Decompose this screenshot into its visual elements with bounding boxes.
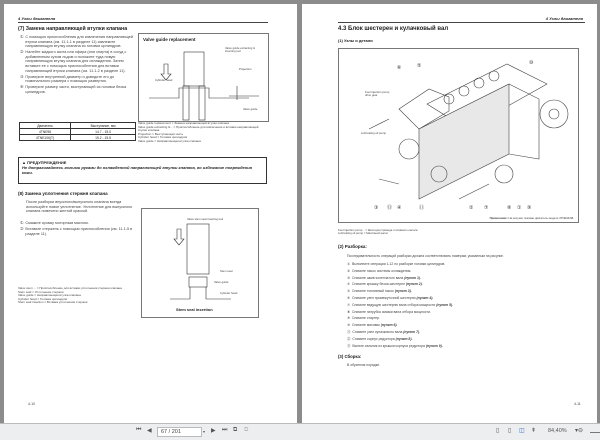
label: Fuel injection pump drive gear	[365, 90, 390, 97]
step-item	[347, 295, 453, 302]
caption-line: Stem seal insertion = Вставка уплотнения стержня	[18, 300, 88, 305]
caption-line: Cylinder head = Головка цилиндров	[18, 296, 68, 301]
warning-icon: ▲	[22, 160, 28, 165]
disassembly-intro: Последовательность операций разборки должна соответствовать номерам, указанным на рисунке.	[347, 254, 504, 258]
step-body: Снимите шкив коленчатого вала	[352, 275, 404, 280]
caption-line: Valve guide replacement = Замена направляющей втулки клапана	[138, 121, 229, 125]
step-number: ⑪	[347, 329, 351, 334]
step-body: Проверьте внутренний диаметр и доведите его до номинального размера с помощью развертки.	[25, 74, 115, 84]
step-text	[25, 85, 136, 94]
step-item	[347, 281, 453, 288]
step-number: ⑬	[347, 343, 351, 348]
label: Projection	[239, 67, 252, 71]
label: Valve guide	[243, 107, 258, 111]
step-item	[20, 85, 136, 94]
step-text	[25, 35, 136, 49]
step-number: ⑧	[347, 309, 351, 314]
svg-text:⑩: ⑩	[529, 60, 534, 66]
step-reference: (пункт 2).	[405, 282, 423, 287]
step-item	[347, 343, 453, 350]
step-text	[352, 275, 421, 282]
chapter-header: 4 Узлы двигателя	[545, 16, 583, 21]
svg-text:⑦: ⑦	[484, 205, 489, 211]
step-number: ③	[347, 275, 351, 280]
step-text	[352, 288, 412, 295]
step-reference: (пункт 4).	[416, 295, 434, 300]
step-item	[347, 336, 453, 343]
step-item	[347, 309, 453, 316]
viewer-toolbar	[0, 423, 600, 440]
caption-line: Projection = Выступающая часть	[138, 131, 184, 136]
warning-text: Не дотрагивайтесь голыми руками до охлажденной направляющей втулки клапана, во избежание повреждения кожи.	[22, 165, 253, 175]
caption-line: Valve guide = Направляющая втулка клапана	[18, 293, 81, 298]
step-text	[25, 75, 136, 84]
step-body: С помощью приспособления для извлечения направляющей втулки клапана (см. 11.1-1 в разделе 11) извлеките направляющую втулку клапана из головки цилиндров.	[25, 35, 133, 49]
step-number: ④	[347, 282, 351, 287]
label: Cylinder head	[220, 291, 238, 295]
step-body: Налейте жидкого азота или эфира (или спирта) в сосуд с добавленным сухим льдом и положите туда новую направляющую втулку клапана для охлаждения. Затем вставьте ее с помощью приспособления для вставки направляющей втулки клапана (см. 11.1-2 в разделе 11).	[25, 50, 127, 73]
previous-page-icon[interactable]: ◀	[147, 428, 152, 434]
last-page-icon[interactable]: ⏭	[222, 427, 228, 433]
label: Stem seal	[220, 269, 233, 273]
step-reference: (пункт 1).	[404, 275, 421, 280]
label: Cylinder head	[155, 78, 173, 82]
page-dropdown-icon[interactable]: ▾	[203, 429, 206, 434]
section-7-title: (7) Замена направляющей втулки клапана	[18, 26, 128, 32]
figure-captions	[338, 229, 417, 236]
page-number-input[interactable]: 67 / 201	[157, 427, 202, 437]
section-8-title: (8) Замена уплотнения стержня клапана	[18, 191, 108, 196]
step-reference: (пункт 8).	[395, 336, 413, 341]
page-number: 4-11	[574, 402, 581, 406]
step-number: ⑫	[347, 336, 351, 341]
step-body: Снимите крышку блока шестерен	[352, 282, 405, 287]
step-item	[20, 221, 136, 226]
note-text: На рисунке показан двигатель модели 4TNE94/98.	[508, 216, 574, 220]
projection-table: Двигатель Выступание, мм 4TNE98 14.7 - 15.0 4TNE106(T) 15.2 - 15.5	[19, 122, 136, 141]
step-item	[347, 302, 453, 309]
step-item	[347, 288, 453, 295]
svg-text:⑪: ⑪	[419, 205, 425, 211]
disassembly-steps	[347, 261, 453, 349]
step-body: Смажьте кромку моторным маслом.	[25, 221, 89, 225]
step-number: ③	[20, 74, 24, 79]
step-text	[25, 221, 88, 226]
figure-stem-seal-insertion	[141, 208, 259, 318]
step-item	[347, 315, 453, 322]
copy-icon[interactable]: ⧉	[244, 427, 249, 433]
step-number: ⑨	[347, 316, 351, 321]
step-reference: (пункт 5).	[436, 302, 454, 307]
left-page	[4, 4, 297, 423]
svg-text:③: ③	[374, 205, 379, 211]
step-text	[352, 309, 431, 316]
step-number: ①	[20, 35, 24, 39]
figure-1-captions	[138, 122, 268, 144]
step-body: Снимите топливный насос	[352, 289, 394, 294]
step-number: ①	[347, 262, 351, 266]
chapter-header: 4 Узлы двигателя	[18, 16, 56, 21]
section-8-intro: После разборки впускного/выпускного клапана всегда используйте новое уплотнение. Уплотнение для выпускного клапана помечено желтой краской.	[26, 200, 133, 214]
continuous-page-icon[interactable]: ▯	[508, 428, 512, 434]
step-item	[347, 268, 453, 275]
figure-gear-case-camshaft	[338, 48, 579, 223]
step-item	[347, 261, 453, 268]
two-page-view-icon[interactable]: ◫	[519, 428, 525, 434]
label: Lubricating oil pump	[361, 131, 387, 135]
step-text	[352, 315, 380, 322]
label: Valve guide extracting & inserting tool	[225, 46, 255, 53]
subsection-1: (1) Узлы и детали	[338, 38, 373, 43]
rotate-icon[interactable]: ⧉	[233, 427, 238, 433]
assembly-text: В обратном порядке.	[347, 363, 381, 367]
step-body: Снимите патрубок смазки вала отбора мощности.	[352, 309, 431, 314]
step-body: Снимите корпус редуктора	[352, 336, 395, 341]
fit-width-icon[interactable]: ⇞	[531, 428, 537, 434]
step-reference: (пункт 6).	[380, 323, 398, 328]
warning-box	[18, 157, 267, 184]
caption-line: Fuel injection pump... = Шестерня привода топливного насоса	[338, 228, 418, 232]
step-item	[347, 322, 453, 329]
caption-line: Valve guide extracting &... = Приспособление для извлечения и вставки направляющей втулки клапана	[138, 124, 259, 133]
subsection-2: (2) Разборка:	[338, 244, 367, 249]
warning-title: ПРЕДУПРЕЖДЕНИЕ	[27, 160, 67, 165]
step-text	[352, 336, 412, 343]
caption-line: Valve stem ... = Приспособление для вставки уплотнения стержня клапана	[18, 286, 122, 290]
right-page	[302, 4, 597, 423]
step-body: Снимите узел промежуточной шестерни	[352, 295, 416, 300]
step-number: ④	[20, 85, 24, 90]
step-number: ⑦	[347, 302, 351, 307]
steps-8	[20, 221, 136, 238]
step-body: Снимите насос системы охлаждения.	[352, 268, 412, 273]
svg-text:⑨: ⑨	[527, 205, 532, 211]
svg-text:⑤: ⑤	[417, 63, 422, 69]
caption-line: Lubricating oil pump = Масляный насос	[338, 231, 389, 236]
step-number: ⑤	[347, 289, 351, 294]
steps-7	[20, 35, 136, 96]
engine-exploded-drawing	[339, 49, 580, 224]
step-text	[352, 343, 442, 350]
step-body: Вставьте стержень с помощью приспособления (см. 11.1-5 в разделе 11).	[25, 227, 133, 236]
step-text	[25, 50, 136, 73]
step-text	[352, 329, 420, 336]
step-number: ②	[347, 268, 351, 273]
figure-title: Valve guide replacement	[143, 37, 196, 42]
label: Valve stem seal inserting tool	[187, 217, 224, 221]
step-text	[25, 227, 136, 236]
subsection-3: (3) Сборка:	[338, 354, 362, 359]
caption-line: Valve guide = Направляющая втулка клапана	[138, 138, 201, 143]
step-item	[20, 50, 136, 73]
single-page-icon[interactable]: ▯	[496, 428, 500, 434]
step-number: ②	[20, 227, 24, 232]
step-body: Снимите стартер.	[352, 316, 380, 321]
step-body: Выполните операции 1-12 по разборке головки цилиндров.	[352, 262, 446, 266]
figure-valve-guide-replacement	[138, 33, 269, 122]
first-page-icon[interactable]: ⏮	[136, 427, 142, 433]
step-text	[352, 302, 453, 309]
step-number: ⑩	[347, 323, 351, 328]
step-body: Снимите ведущую шестерню вала отбора мощности	[352, 302, 436, 307]
svg-text:①: ①	[517, 205, 522, 211]
page-number: 4-10	[28, 402, 36, 406]
figure-2-captions	[18, 287, 136, 305]
caption-line: Stem seal = Уплотнение стержня	[18, 289, 64, 294]
step-number: ①	[20, 221, 24, 225]
step-text	[352, 322, 397, 329]
step-text	[352, 261, 445, 268]
step-item	[347, 275, 453, 282]
svg-text:④: ④	[397, 205, 402, 211]
next-page-icon[interactable]: ▶	[211, 428, 216, 434]
step-body: Снимите узел кулачкового вала	[352, 329, 403, 334]
step-item	[20, 75, 136, 84]
svg-text:⑥: ⑥	[397, 65, 402, 71]
step-item	[20, 227, 136, 236]
step-reference: (пункт 9).	[425, 343, 443, 348]
caption-line: Cylinder head = Головка цилиндров	[138, 135, 188, 140]
section-title: 4.3 Блок шестерен и кулачковый вал	[338, 26, 449, 32]
svg-text:⑬: ⑬	[387, 205, 393, 211]
step-reference: (пункт 3).	[394, 289, 412, 294]
step-text	[352, 295, 433, 302]
step-reference: (пункт 7).	[403, 329, 421, 334]
step-text	[352, 281, 423, 288]
label: Valve guide	[214, 280, 229, 284]
step-item	[347, 329, 453, 336]
svg-text:②: ②	[469, 205, 474, 211]
note-label: Примечание:	[489, 216, 508, 220]
figure-title: Stem seal insertion	[176, 307, 213, 312]
step-body: Проверьте размер части, выступающей из головки блока цилиндров.	[25, 85, 127, 95]
zoom-level[interactable]: 84,40%	[548, 428, 567, 434]
step-number: ②	[20, 50, 24, 55]
stem-seal-drawing	[142, 209, 260, 319]
step-body: Выньте сальник из крышки корпуса редуктора	[352, 343, 425, 348]
step-body: Снимите маховик	[352, 323, 380, 328]
zoom-out-icon[interactable]: ▾⊖	[575, 428, 584, 434]
svg-text:⑧: ⑧	[507, 205, 512, 211]
step-text	[352, 268, 411, 275]
zoom-slider[interactable]	[590, 432, 600, 433]
step-number: ⑥	[347, 295, 351, 300]
step-item	[20, 35, 136, 49]
